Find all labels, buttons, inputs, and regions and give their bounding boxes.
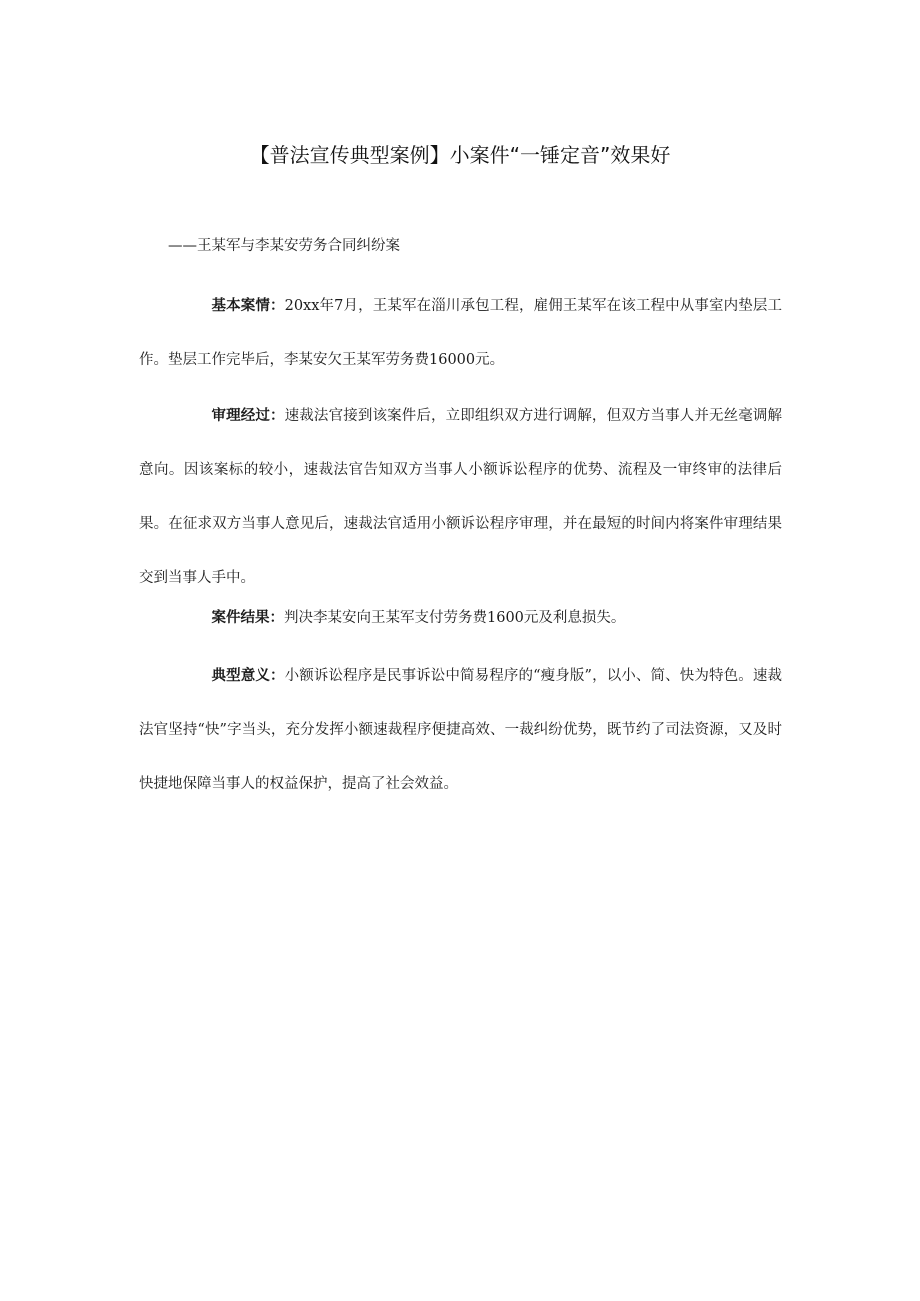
paragraph-label: 审理经过： — [211, 407, 285, 424]
paragraph-typical-significance — [139, 649, 782, 811]
paragraph-text: 小额诉讼程序是民事诉讼中简易程序的“瘦身版”，以小、简、快为特色。速裁法官坚持“快”字当头，充分发挥小额速裁程序便捷高效、一裁纠纷优势，既节约了司法资源，又及时快捷地保障当事人的权益保护，提高了社会效益。 — [139, 668, 783, 792]
document-title: 【普法宣传典型案例】小案件“一锤定音”效果好 — [249, 143, 671, 167]
paragraph-text: 速裁法官接到该案件后，立即组织双方进行调解，但双方当事人并无丝毫调解意向。因该案标的较小，速裁法官告知双方当事人小额诉讼程序的优势、流程及一审终审的法律后果。在征求双方当事人意见后，速裁法官适用小额诉讼程序审理，并在最短的时间内将案件审理结果交到当事人手中。 — [139, 408, 783, 586]
paragraph-trial-process — [139, 389, 782, 605]
paragraph-case-result — [139, 591, 782, 645]
paragraph-label: 典型意义： — [211, 667, 285, 684]
paragraph-label: 基本案情： — [211, 297, 285, 314]
document-subtitle: ——王某军与李某安劳务合同纠纷案 — [168, 238, 400, 254]
paragraph-text: 20xx年7月，王某军在淄川承包工程，雇佣王某军在该工程中从事室内垫层工作。垫层工作完毕后，李某安欠王某军劳务费16000元。 — [139, 298, 783, 368]
paragraph-text: 判决李某安向王某军支付劳务费1600元及利息损失。 — [284, 610, 626, 626]
paragraph-basic-facts — [139, 279, 782, 387]
paragraph-label: 案件结果： — [211, 609, 284, 626]
